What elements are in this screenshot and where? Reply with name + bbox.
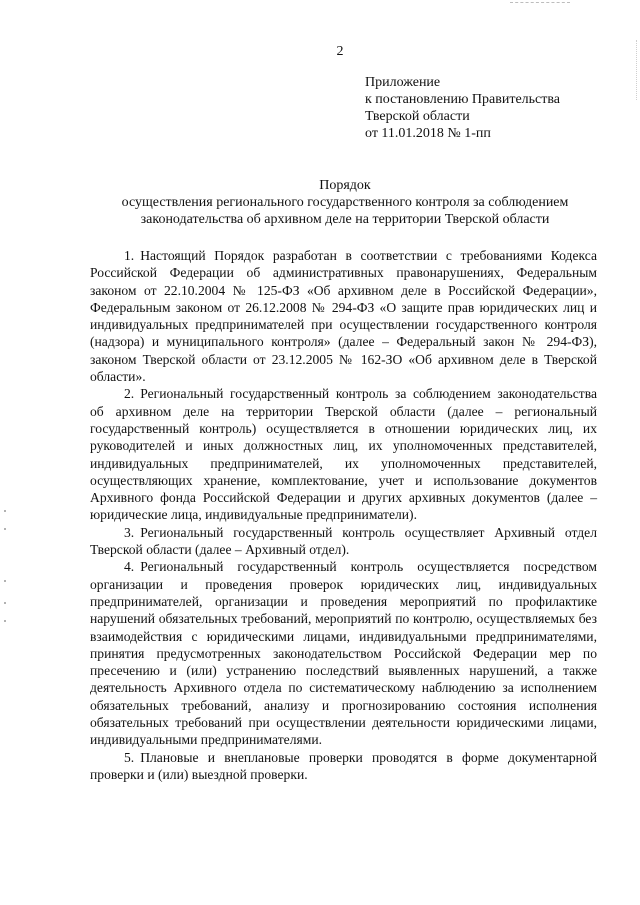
scan-margin-marks xyxy=(4,510,8,630)
paragraph-text: Региональный государственный контроль за соблюдением законодательства об архивном деле на территории Тверской области (далее – региональный государственный контроль) осуществляется в отношении юридических лиц, их руководителей и иных должностных лиц, их уполномоченных представителей, индивидуальных предпринимателей, их уполномоченных представителей, осуществляющих хранение, комплектование, учет и использование документов Архивного фонда Российской Федерации и других архивных документов (далее – юридические лица, индивидуальные предприниматели). xyxy=(90,386,597,523)
paragraph-text: Региональный государственный контроль осуществляет Архивный отдел Тверской области (далее – Архивный отдел). xyxy=(90,524,597,558)
paragraph-number: 5. xyxy=(124,749,135,765)
paragraph-text: Настоящий Порядок разработан в соответствии с требованиями Кодекса Российской Федерации об административных правонарушениях, Федеральным законом от 22.10.2004 № 125-ФЗ «Об архивном деле в Российской Федерации», Федеральным законом от 26.12.2008 № 294-ФЗ «О защите прав юридических лиц и индивидуальных предпринимателей при осуществлении государственного контроля (надзора) и муниципального контроля» (далее – Федеральный закон № 294-ФЗ), законом Тверской области от 23.12.2005 № 162-ЗО «Об архивном деле в Тверской области». xyxy=(90,248,597,385)
paragraph-text: Региональный государственный контроль осуществляется посредством организации и проведения проверок юридических лиц, индивидуальных предпринимателей, организации и проведения мероприятий по профилактике нарушений обязательных требований, мероприятий по контролю, осуществляемых без взаимодействия с юридическими лицами, индивидуальными предпринимателями, принятия предусмотренных законодательством Российской Федерации мер по пресечению и (или) устранению последствий выявленных нарушений, а также деятельность Архивного отдела по систематическому наблюдению за исполнением обязательных требований, анализу и прогнозированию состояния исполнения обязательных требований при осуществлении деятельности юридическими лицами, индивидуальными предпринимателями. xyxy=(90,559,597,748)
scan-artifact-top xyxy=(510,2,570,5)
appendix-line: от 11.01.2018 № 1-пп xyxy=(365,126,491,141)
paragraph-3 xyxy=(90,524,597,559)
appendix-line: Тверской области xyxy=(365,109,470,124)
paragraph-number: 4. xyxy=(124,559,135,575)
paragraph-text: Плановые и внеплановые проверки проводятся в форме документарной проверки и (или) выездной проверки. xyxy=(90,749,597,782)
paragraph-number: 1. xyxy=(124,248,135,263)
paragraph-number: 3. xyxy=(124,524,135,540)
paragraph-4 xyxy=(90,558,597,748)
appendix-line: к постановлению Правительства xyxy=(365,92,561,107)
title-heading: Порядок xyxy=(319,178,371,193)
appendix-block xyxy=(365,74,560,142)
document-body xyxy=(90,247,597,783)
title-line: осуществления регионального государственного контроля за соблюдением xyxy=(121,195,569,210)
paragraph-5 xyxy=(90,749,597,784)
title-line: законодательства об архивном деле на территории Тверской области xyxy=(140,212,550,227)
paragraph-2 xyxy=(90,385,597,523)
paragraph-number: 2. xyxy=(124,386,135,402)
appendix-line: Приложение xyxy=(365,75,441,90)
document-title xyxy=(60,177,630,228)
page-number: 2 xyxy=(336,44,344,59)
paragraph-1 xyxy=(90,247,597,385)
